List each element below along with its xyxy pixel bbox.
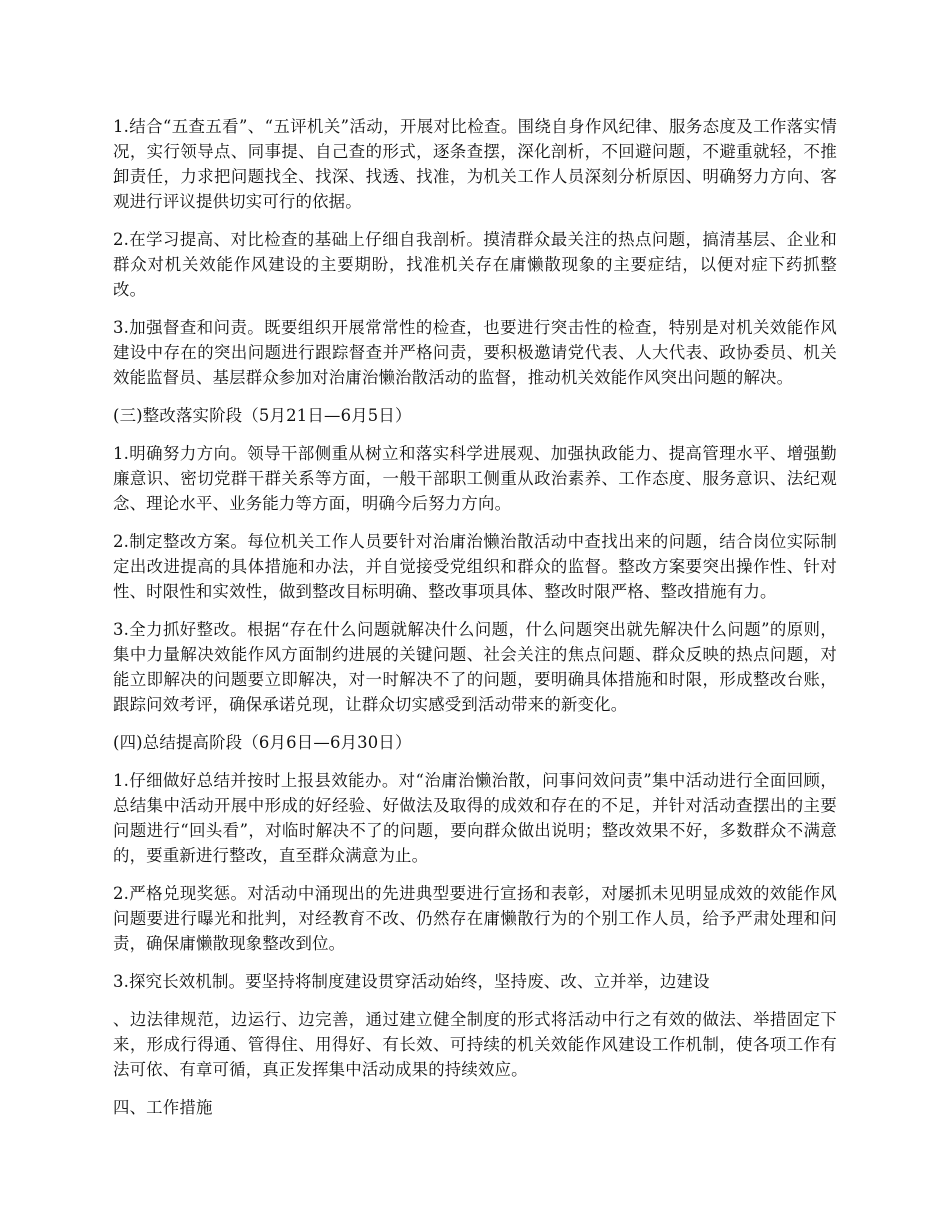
paragraph-10: 、边法律规范，边运行、边完善，通过建立健全制度的形式将活动中行之有效的做法、举措固定下来，形成行得通、管得住、用得好、有长效、可持续的机关效能作风建设工作机制，使各项工作有法可依、有章可循，真正发挥集中活动成果的持续效应。: [113, 1010, 837, 1079]
paragraph-3: 3.加强督查和问责。既要组织开展常常性的检查，也要进行突击性的检查，特别是对机关效能作风建设中存在的突出问题进行跟踪督查并严格问责，要积极邀请党代表、人大代表、政协委员、机关效能监督员、基层群众参加对治庸治懒治散活动的监督，推动机关效能作风突出问题的解决。: [113, 318, 837, 387]
section-heading-summary: (四)总结提高阶段（6月6日—6月30日）: [113, 733, 412, 752]
paragraph-2: 2.在学习提高、对比检查的基础上仔细自我剖析。摸清群众最关注的热点问题，搞清基层、企业和群众对机关效能作风建设的主要期盼，找准机关存在庸懒散现象的主要症结，以便对症下药抓整改。: [113, 230, 837, 299]
section-heading-rectification: (三)整改落实阶段（5月21日—6月5日）: [113, 406, 412, 425]
paragraph-7: 1.仔细做好总结并按时上报县效能办。对“治庸治懒治散，问事问效问责”集中活动进行全面回顾，总结集中活动开展中形成的好经验、好做法及取得的成效和存在的不足，并针对活动查摆出的主要问题进行“回头看”，对临时解决不了的问题，要向群众做出说明；整改效果不好，多数群众不满意的，要重新进行整改，直至群众满意为止。: [113, 771, 837, 865]
paragraph-6: 3.全力抓好整改。根据“存在什么问题就解决什么问题，什么问题突出就先解决什么问题”的原则，集中力量解决效能作风方面制约进展的关键问题、社会关注的焦点问题、群众反映的热点问题，对能立即解决的问题要立即解决，对一时解决不了的问题，要明确具体措施和时限，形成整改台账，跟踪问效考评，确保承诺兑现，让群众切实感受到活动带来的新变化。: [113, 620, 837, 714]
paragraph-1: 1.结合“五查五看”、“五评机关”活动，开展对比检查。围绕自身作风纪律、服务态度及工作落实情况，实行领导点、同事提、自己查的形式，逐条查摆，深化剖析，不回避问题，不避重就轻，不推卸责任，力求把问题找全、找深、找透、找准，为机关工作人员深刻分析原因、明确努力方向、客观进行评议提供切实可行的依据。: [113, 117, 837, 211]
paragraph-4: 1.明确努力方向。领导干部侧重从树立和落实科学进展观、加强执政能力、提高管理水平、增强勤廉意识、密切党群干群关系等方面，一般干部职工侧重从政治素养、工作态度、服务意识、法纪观念、理论水平、业务能力等方面，明确今后努力方向。: [113, 444, 837, 513]
paragraph-8: 2.严格兑现奖惩。对活动中涌现出的先进典型要进行宣扬和表彰，对屡抓未见明显成效的效能作风问题要进行曝光和批判，对经教育不改、仍然存在庸懒散行为的个别工作人员，给予严肃处理和问责，确保庸懒散现象整改到位。: [113, 884, 837, 953]
section-heading-measures: 四、工作措施: [113, 1098, 213, 1117]
paragraph-9: 3.探究长效机制。要坚持将制度建设贯穿活动始终，坚持废、改、立并举，边建设: [113, 972, 710, 991]
paragraph-5: 2.制定整改方案。每位机关工作人员要针对治庸治懒治散活动中查找出来的问题，结合岗位实际制定出改进提高的具体措施和办法，并自觉接受党组织和群众的监督。整改方案要突出操作性、针对性、时限性和实效性，做到整改目标明确、整改事项具体、整改时限严格、整改措施有力。: [113, 532, 837, 601]
